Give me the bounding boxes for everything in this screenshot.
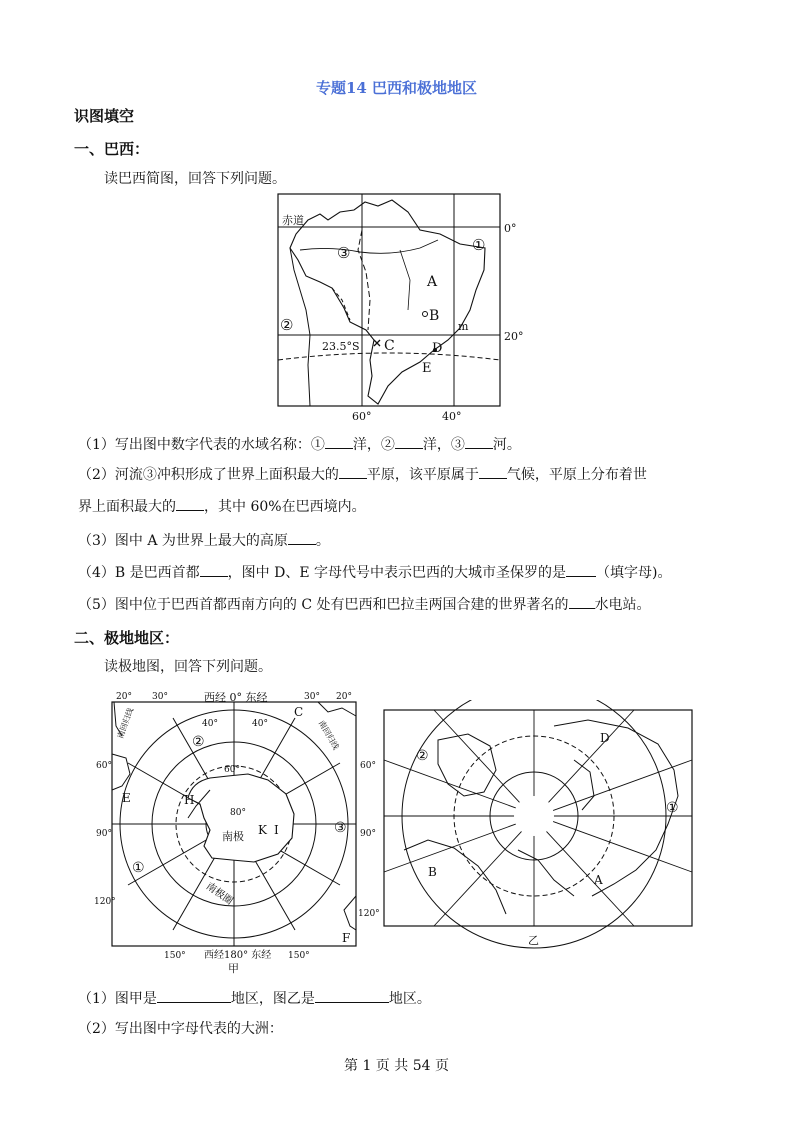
svg-text:D: D (600, 731, 610, 745)
svg-text:0°: 0° (504, 222, 517, 235)
page-title: 专题14 巴西和极地地区 (315, 79, 478, 97)
svg-text:E: E (122, 791, 131, 805)
svg-text:②: ② (280, 316, 294, 334)
south-pole-label: 南极 (222, 830, 244, 843)
svg-text:120°: 120° (358, 909, 380, 919)
svg-text:乙: 乙 (528, 934, 539, 947)
equator-label: 赤道 (282, 214, 304, 227)
arctic-map (378, 700, 698, 950)
question-1-2-cont: 界上面积最大的 ，其中 60%在巴西境内。 (78, 496, 366, 516)
svg-text:F: F (342, 931, 351, 945)
svg-text:B: B (429, 308, 440, 324)
svg-text:40°: 40° (202, 719, 218, 729)
question-2-1: （1）图甲是 地区，图乙是 地区。 (78, 988, 431, 1008)
svg-text:30°: 30° (152, 692, 168, 702)
svg-text:③: ③ (337, 244, 351, 262)
part2-heading: 二、极地地区： (74, 629, 180, 647)
svg-text:南回归线: 南回归线 (115, 706, 136, 740)
antarctic-map (92, 686, 388, 976)
svg-text:②: ② (416, 748, 429, 764)
svg-text:150°: 150° (288, 951, 310, 961)
svg-text:C: C (384, 338, 395, 354)
part2-intro: 读极地图，回答下列问题。 (104, 659, 272, 675)
svg-text:D: D (432, 341, 443, 356)
svg-text:150°: 150° (164, 951, 186, 961)
svg-text:80°: 80° (230, 808, 246, 818)
question-1-3: （3）图中 A 为世界上最大的高原 。 (78, 530, 330, 550)
svg-text:A: A (427, 274, 438, 290)
svg-text:E: E (422, 361, 432, 376)
svg-text:30°: 30° (304, 692, 320, 702)
svg-text:20°: 20° (336, 692, 352, 702)
svg-text:②: ② (192, 734, 205, 750)
svg-text:23.5°S: 23.5°S (322, 340, 360, 353)
svg-text:90°: 90° (96, 829, 112, 839)
svg-text:甲: 甲 (228, 962, 239, 975)
svg-text:m: m (458, 320, 469, 333)
svg-text:20°: 20° (504, 330, 524, 343)
question-1-5: （5）图中位于巴西首都西南方向的 C 处有巴西和巴拉圭两国合建的世界著名的 水电站。 (78, 594, 651, 614)
svg-text:120°: 120° (94, 897, 116, 907)
map1-bottom-label: 西经180° 东经 (204, 950, 272, 961)
svg-text:①: ① (132, 860, 145, 876)
svg-text:60°: 60° (224, 765, 240, 775)
svg-text:60°: 60° (96, 761, 112, 771)
part1-heading: 一、巴西： (74, 140, 150, 158)
svg-text:C: C (294, 705, 304, 719)
svg-text:20°: 20° (116, 692, 132, 702)
svg-text:60°: 60° (352, 410, 372, 423)
page-footer: 第 1 页 共 54 页 (344, 1058, 449, 1074)
question-1-2: （2）河流③冲积形成了世界上面积最大的 平原，该平原属于 气候，平原上分布着世 (78, 464, 647, 484)
svg-text:40°: 40° (252, 719, 268, 729)
svg-text:K: K (258, 823, 267, 837)
part1-intro: 读巴西简图，回答下列问题。 (104, 171, 286, 187)
svg-text:南极圈: 南极圈 (203, 880, 235, 908)
svg-text:60°: 60° (360, 761, 376, 771)
brazil-map (270, 190, 540, 430)
question-2-2: （2）写出图中字母代表的大洲： (78, 1021, 283, 1037)
svg-text:H: H (184, 793, 195, 807)
svg-text:90°: 90° (360, 829, 376, 839)
svg-text:①: ① (666, 800, 679, 816)
svg-text:③: ③ (334, 820, 347, 836)
svg-text:40°: 40° (442, 410, 462, 423)
section-heading: 识图填空 (74, 107, 135, 125)
question-1-4: （4）B 是巴西首都 ，图中 D、E 字母代号中表示巴西的大城市圣保罗的是 （填字母)。 (78, 562, 671, 582)
map1-top-label: 西经 0° 东经 (204, 691, 268, 704)
svg-text:南回归线: 南回归线 (316, 719, 341, 752)
svg-text:B: B (428, 865, 437, 879)
svg-text:A: A (594, 873, 603, 887)
svg-text:①: ① (472, 236, 486, 254)
question-1-1: （1）写出图中数字代表的水域名称：① 洋，② 洋，③ 河。 (78, 434, 521, 454)
svg-text:I: I (274, 823, 279, 837)
